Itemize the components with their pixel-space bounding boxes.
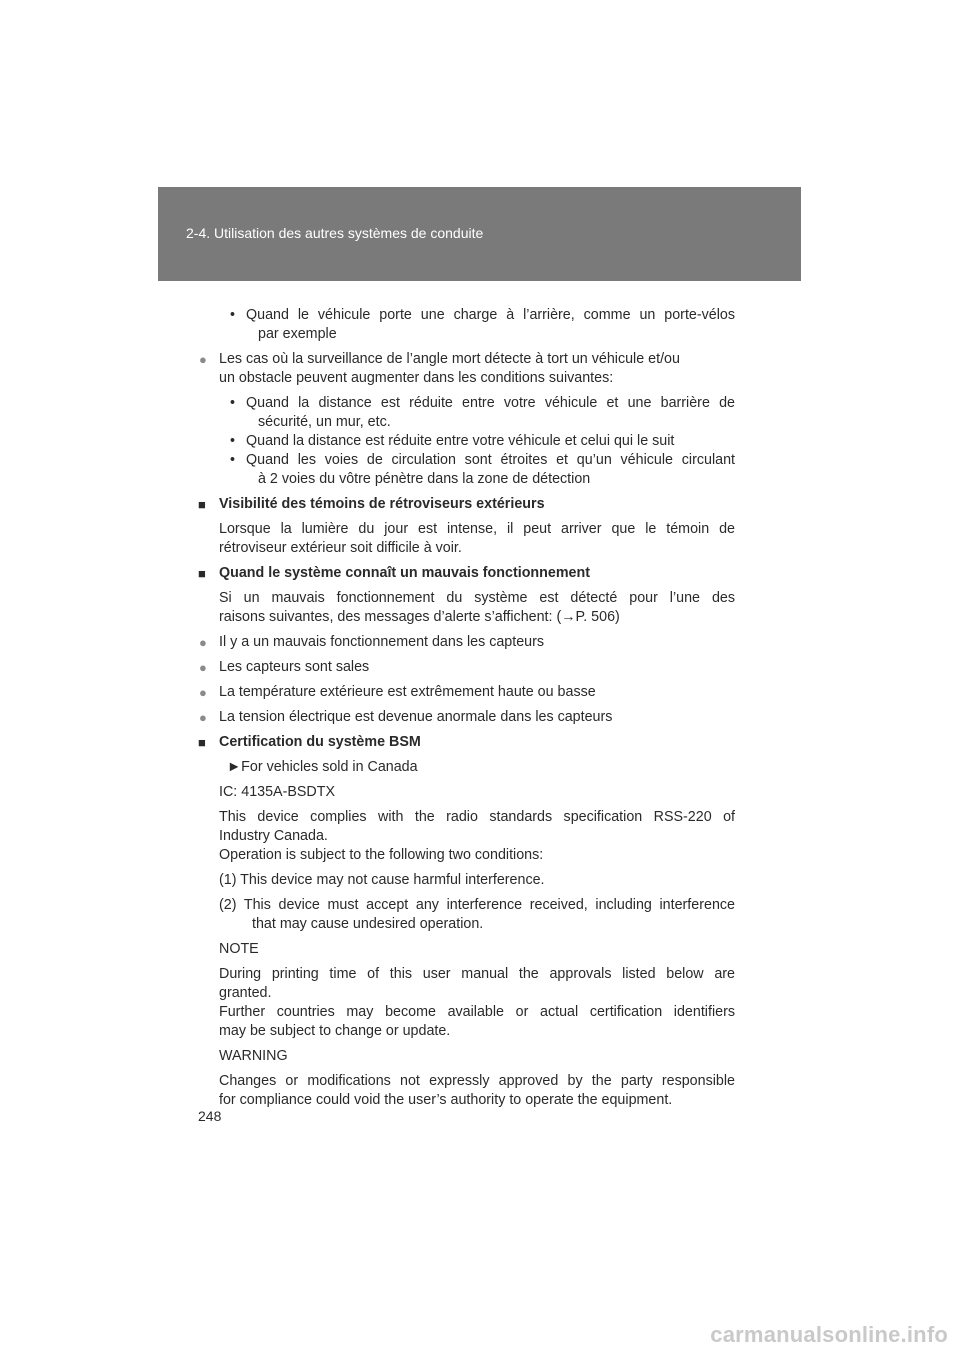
note-label: NOTE (219, 941, 259, 957)
circle-bullet-icon: ● (199, 710, 207, 725)
circle-bullet-icon: ● (199, 635, 207, 650)
ic-number: IC: 4135A-BSDTX (219, 784, 336, 800)
condition-item: (1) This device may not cause harmful interference. (219, 872, 545, 888)
bullet-icon: • (230, 307, 236, 323)
circle-bullet-item: ● Les capteurs sont sales (199, 659, 370, 675)
square-bullet-icon: ■ (198, 566, 206, 581)
circle-bullet-icon: ● (199, 660, 207, 675)
paragraph: Changes or modifications not expressly approved by the party responsible for compliance could void the user’s authority to operate the equipment. (219, 1073, 735, 1108)
canada-label: ►For vehicles sold in Canada (227, 759, 418, 775)
chapter-title: 2-4. Utilisation des autres systèmes de conduite (186, 225, 484, 241)
bullet-item: • Quand la distance est réduite entre votre véhicule et celui qui le suit (230, 433, 675, 449)
paragraph: During printing time of this user manual the approvals listed below are granted. Further countries may become available or actual certification identifiers may be subject to change or update. (219, 966, 735, 1039)
bullet-item: • Quand la distance est réduite entre votre véhicule et une barrière de sécurité, un mur, etc. (230, 395, 735, 430)
paragraph: Si un mauvais fonctionnement du système est détecté pour l’une des raisons suivantes, des messages d’alerte s’affichent: (→P. 506) (219, 590, 735, 625)
circle-bullet-item: ● La tension électrique est devenue anormale dans les capteurs (199, 709, 613, 725)
bullet-icon: • (230, 452, 236, 468)
warning-label: WARNING (219, 1048, 288, 1064)
circle-bullet-icon: ● (199, 352, 207, 367)
circle-bullet-icon: ● (199, 685, 207, 700)
paragraph: Lorsque la lumière du jour est intense, il peut arriver que le témoin de rétroviseur extérieur soit difficile à voir. (219, 521, 735, 556)
bullet-icon: • (230, 395, 236, 411)
circle-bullet-item: ● La température extérieure est extrêmement haute ou basse (199, 684, 596, 700)
bullet-item: • Quand les voies de circulation sont étroites et qu’un véhicule circulant à 2 voies du vôtre pénètre dans la zone de détection (230, 452, 735, 487)
bullet-item: • Quand le véhicule porte une charge à l’arrière, comme un porte-vélos par exemple (230, 307, 735, 342)
bullet-icon: • (230, 433, 236, 449)
page-content (198, 306, 735, 1110)
section-heading-certification: ■ Certification du système BSM (198, 734, 421, 750)
condition-item: (2) This device must accept any interference received, including interference that may cause undesired operation. (219, 897, 735, 932)
circle-bullet-item: ● Les cas où la surveillance de l’angle mort détecte à tort un véhicule et/ou un obstacle peuvent augmenter dans les conditions suivantes: (199, 351, 680, 386)
circle-bullet-item: ● Il y a un mauvais fonctionnement dans les capteurs (199, 634, 545, 650)
square-bullet-icon: ■ (198, 497, 206, 512)
section-heading-malfunction: ■ Quand le système connaît un mauvais fonctionnement (198, 565, 591, 581)
watermark-logo: carmanualsonline.info (710, 1322, 948, 1347)
paragraph: This device complies with the radio standards specification RSS-220 of Industry Canada. Operation is subject to the following two conditions: (219, 809, 735, 863)
square-bullet-icon: ■ (198, 735, 206, 750)
chapter-header (158, 187, 801, 281)
page-number: 248 (198, 1108, 222, 1124)
section-heading-visibility: ■ Visibilité des témoins de rétroviseurs extérieurs (198, 496, 545, 512)
